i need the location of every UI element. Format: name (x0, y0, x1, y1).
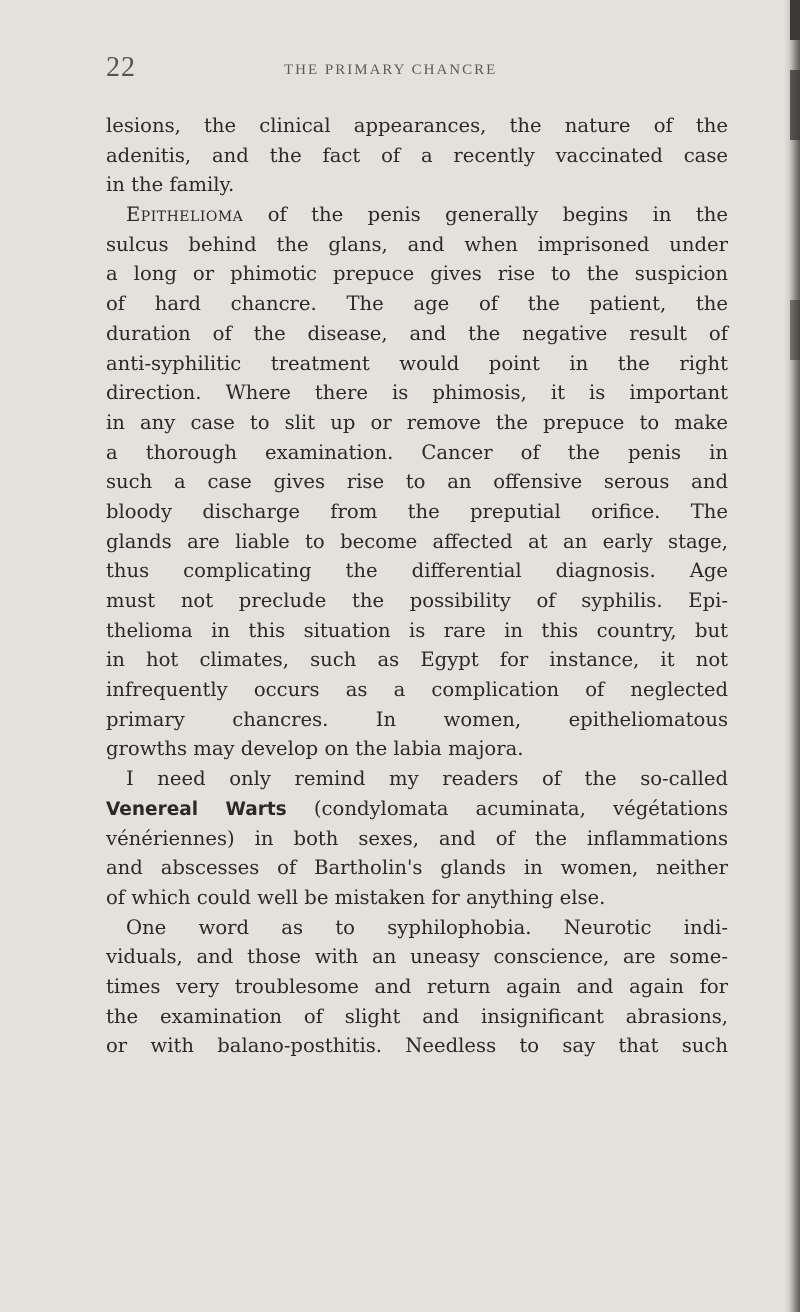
text-line: infrequently occurs as a complication of neglected (106, 678, 728, 702)
text-line: in hot climates, such as Egypt for instance, it not (106, 648, 728, 672)
text-line: thus complicating the differential diagnosis. Age (106, 559, 728, 583)
text-line: must not preclude the possibility of syphilis. Epi- (106, 589, 728, 612)
page-edge-mark (790, 300, 800, 360)
text-line: glands are liable to become affected at an early stage, (106, 529, 728, 553)
body-text (106, 111, 728, 1061)
text-line: sulcus behind the glans, and when imprisoned under (106, 232, 728, 256)
text-line: duration of the disease, and the negative result of (106, 321, 728, 345)
text-line: such a case gives rise to an offensive serous and (106, 470, 728, 494)
text-line: vénériennes) in both sexes, and of the inflammations (106, 826, 728, 850)
text-line: primary chancres. In women, epitheliomatous (106, 707, 728, 731)
text-line: and abscesses of Bartholin's glands in women, neither (106, 856, 728, 880)
page-edge-shadow (784, 0, 800, 1312)
text-line: or with balano-posthitis. Needless to say that such (106, 1034, 728, 1058)
text-line: of which could well be mistaken for anything else. (106, 885, 606, 909)
page-edge-mark (790, 0, 800, 40)
text-line: a thorough examination. Cancer of the penis in (106, 440, 728, 464)
text-line: bloody discharge from the preputial orifice. The (106, 499, 728, 523)
text-line: lesions, the clinical appearances, the nature of the (106, 114, 728, 137)
text-line: viduals, and those with an uneasy conscience, are some- (106, 945, 728, 969)
text-line (106, 794, 728, 824)
text-line: I need only remind my readers of the so-called (126, 767, 728, 791)
page-number: 22 (106, 52, 136, 83)
text-line (106, 200, 728, 230)
running-head: THE PRIMARY CHANCRE (284, 62, 498, 78)
text-line: a long or phimotic prepuce gives rise to the suspicion (106, 262, 728, 286)
text-line: thelioma in this situation is rare in this country, but (106, 618, 728, 642)
text-line: in the family. (106, 173, 235, 197)
page-header (106, 52, 726, 92)
text-line: the examination of slight and insignificant abrasions, (106, 1004, 728, 1028)
text-line: times very troublesome and return again and again for (106, 974, 728, 998)
text-line: direction. Where there is phimosis, it is important (106, 381, 728, 405)
text-line: in any case to slit up or remove the prepuce to make (106, 410, 728, 434)
section-lead-venereal-warts: Venereal Warts (106, 798, 287, 820)
text-line: anti-syphilitic treatment would point in the right (106, 351, 728, 375)
text-line: One word as to syphilophobia. Neurotic indi- (126, 915, 728, 939)
section-lead-epithelioma: Epithelioma (126, 203, 244, 227)
page-edge-mark (790, 70, 800, 140)
text-line: adenitis, and the fact of a recently vaccinated case (106, 143, 728, 167)
text-fragment: of the penis generally begins in the (243, 203, 728, 227)
text-line: of hard chancre. The age of the patient, the (106, 292, 728, 316)
text-fragment: (condylomata acuminata, végétations (286, 796, 729, 820)
text-line: growths may develop on the labia majora. (106, 737, 524, 761)
